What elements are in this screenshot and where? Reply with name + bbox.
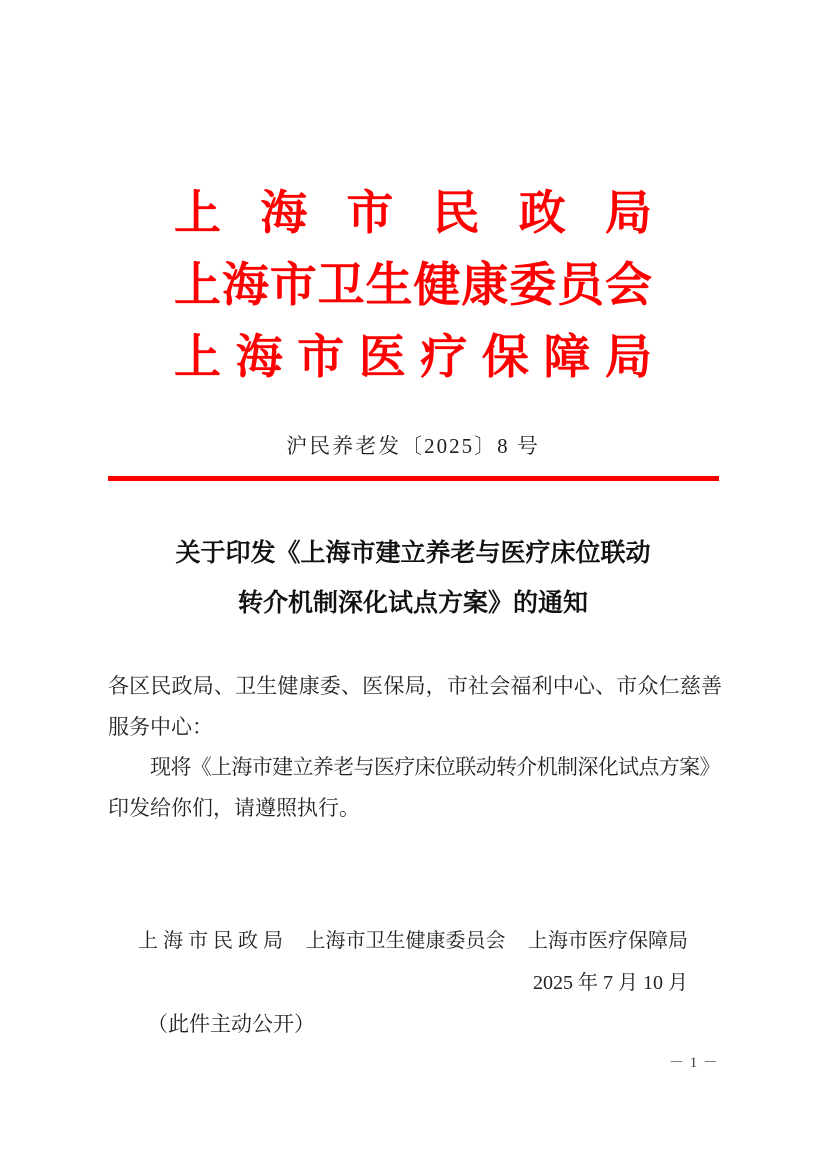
- letterhead-agency-2: 上海市卫生健康委员会: [174, 260, 652, 312]
- signature-agency-2: 上海市卫生健康委员会: [305, 930, 506, 952]
- document-title-line-2: 转介机制深化试点方案》的通知: [237, 590, 588, 617]
- body-line-addressees-end: 服务中心：: [108, 714, 213, 739]
- letterhead-agency-1: 上海市民政局: [174, 188, 652, 240]
- signature-block: [138, 926, 688, 998]
- red-separator-rule: [108, 476, 719, 481]
- body-text: [108, 666, 722, 829]
- page-number: － 1 －: [668, 1055, 719, 1071]
- signature-agency-3: 上海市医疗保障局: [528, 930, 688, 952]
- letterhead-agency-3: 上海市医疗保障局: [174, 332, 652, 384]
- document-number: 沪民养老发〔2025〕8 号: [286, 434, 540, 458]
- signature-date: 2025 年 7 月 10 月: [533, 972, 688, 994]
- letterhead: [0, 178, 826, 394]
- document-title: [0, 529, 826, 629]
- signature-agency-1: 上 海 市 民 政 局: [138, 930, 283, 952]
- body-line-addressees: 各区民政局、卫生健康委、医保局，市社会福利中心、市众仁慈善: [108, 674, 722, 698]
- body-line-main-1: 现将《上海市建立养老与医疗床位联动转介机制深化试点方案》: [150, 755, 720, 780]
- signature-agencies: [138, 926, 688, 956]
- publicity-note: （此件主动公开）: [147, 1012, 315, 1036]
- document-title-line-1: 关于印发《上海市建立养老与医疗床位联动: [175, 540, 651, 567]
- body-line-main-2: 印发给你们，请遵照执行。: [108, 796, 360, 821]
